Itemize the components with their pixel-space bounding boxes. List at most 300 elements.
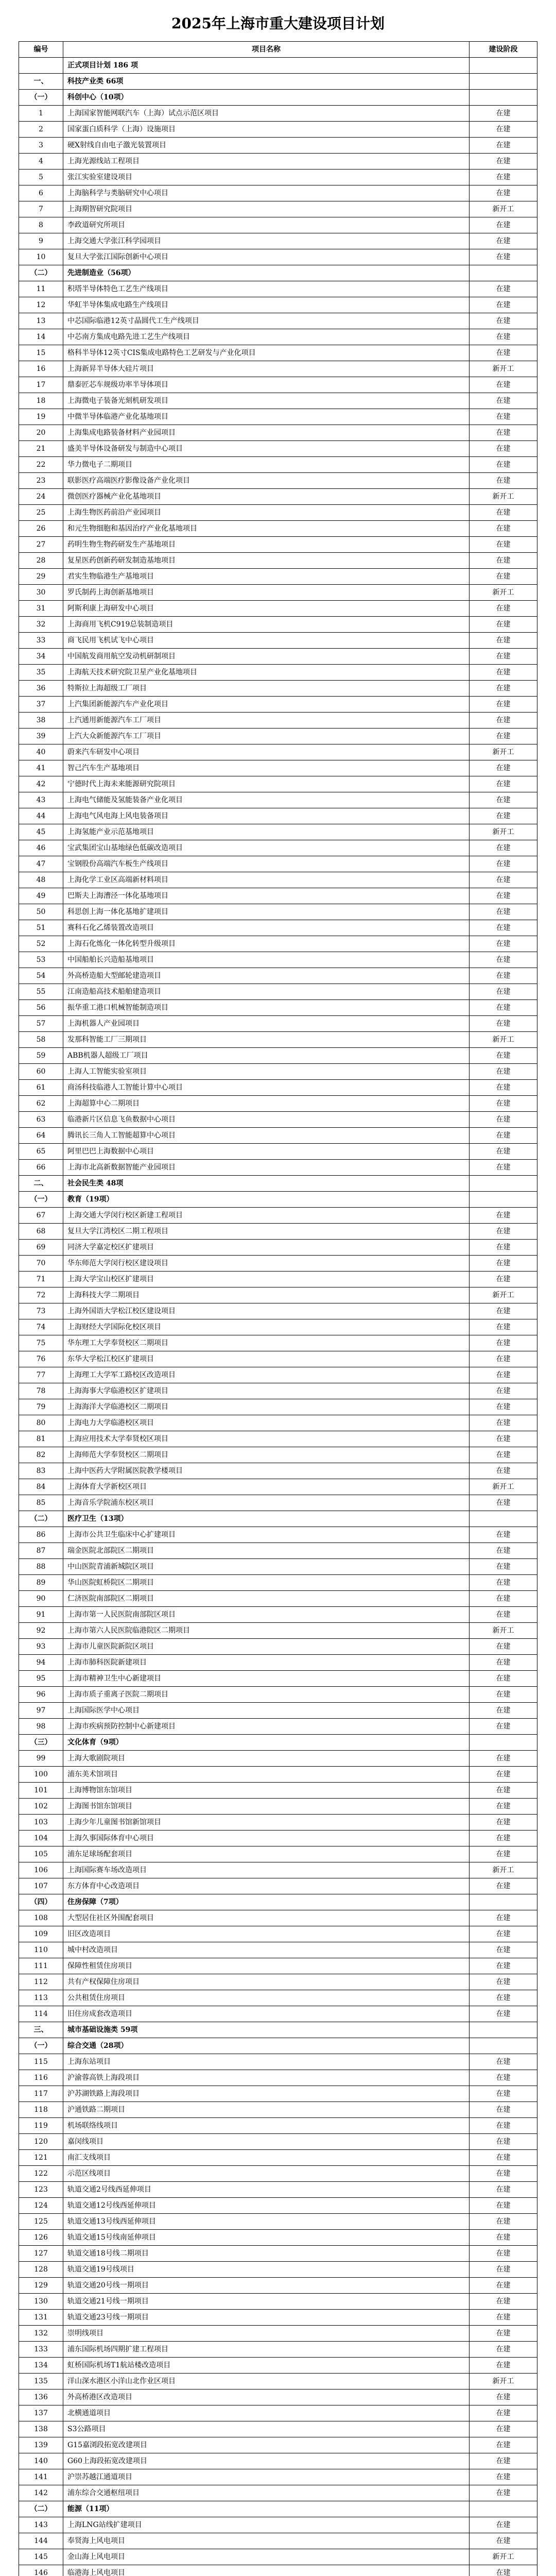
row-number: 114 — [19, 2006, 63, 2022]
table-row — [19, 2278, 537, 2294]
row-status: 在建 — [470, 1703, 537, 1719]
table-row — [19, 1399, 537, 1415]
table-row — [19, 2054, 537, 2070]
table-row — [19, 1974, 537, 1990]
row-number: 41 — [19, 760, 63, 776]
row-number: 102 — [19, 1799, 63, 1815]
row-project-name: 城市基础设施类 59项 — [63, 2022, 470, 2038]
row-project-name: 医疗卫生（13项） — [63, 1511, 470, 1527]
table-row — [19, 2485, 537, 2501]
row-project-name: 上海市第一人民医院南部院区项目 — [63, 1607, 470, 1623]
table-row — [19, 393, 537, 409]
row-status: 在建 — [470, 1799, 537, 1815]
row-project-name: 上海新昇半导体大硅片项目 — [63, 361, 470, 377]
row-number: 12 — [19, 297, 63, 313]
table-row — [19, 2214, 537, 2230]
table-row — [19, 409, 537, 425]
table-row — [19, 537, 537, 553]
row-status: 在建 — [470, 2326, 537, 2342]
section-row — [19, 1894, 537, 1910]
row-status: 在建 — [470, 1751, 537, 1767]
row-number: 80 — [19, 1415, 63, 1431]
row-number: 106 — [19, 1862, 63, 1878]
row-project-name: 上海少年儿童图书馆新馆项目 — [63, 1815, 470, 1831]
row-number: 24 — [19, 489, 63, 505]
row-number: 121 — [19, 2150, 63, 2166]
table-row — [19, 377, 537, 393]
header-number: 编号 — [19, 42, 63, 58]
row-project-name: 上海市质子重离子医院二期项目 — [63, 1687, 470, 1703]
table-row — [19, 1846, 537, 1862]
row-status: 在建 — [470, 633, 537, 649]
document-title: 2025年上海市重大建设项目计划 — [171, 15, 385, 32]
row-number: 67 — [19, 1208, 63, 1224]
table-row — [19, 2549, 537, 2565]
row-status: 在建 — [470, 249, 537, 265]
row-project-name: 轨道交通18号线二期项目 — [63, 2246, 470, 2262]
row-number: 135 — [19, 2374, 63, 2389]
row-status: 在建 — [470, 1048, 537, 1064]
table-row — [19, 185, 537, 201]
row-project-name: 文化体育（9项） — [63, 1735, 470, 1751]
row-project-name: 巴斯夫上海漕泾一体化基地项目 — [63, 888, 470, 904]
row-project-name: 北横通道项目 — [63, 2405, 470, 2421]
row-number: 9 — [19, 233, 63, 249]
row-number: 42 — [19, 776, 63, 792]
table-row — [19, 1112, 537, 1128]
table-row — [19, 1431, 537, 1447]
row-number: 71 — [19, 1272, 63, 1287]
table-row — [19, 1016, 537, 1032]
row-status: 在建 — [470, 409, 537, 425]
row-number: 23 — [19, 473, 63, 489]
table-row — [19, 2421, 537, 2437]
table-row — [19, 505, 537, 521]
table-row — [19, 665, 537, 681]
table-row — [19, 553, 537, 569]
row-number: 66 — [19, 1160, 63, 1176]
row-number: 56 — [19, 1000, 63, 1016]
table-row — [19, 1064, 537, 1080]
row-number: 138 — [19, 2421, 63, 2437]
row-status: 在建 — [470, 776, 537, 792]
row-number: 99 — [19, 1751, 63, 1767]
table-row — [19, 1144, 537, 1160]
row-project-name: 上海海事大学临港校区扩建项目 — [63, 1383, 470, 1399]
table-row — [19, 2565, 537, 2576]
row-status: 在建 — [470, 233, 537, 249]
row-project-name: 阿斯利康上海研发中心项目 — [63, 601, 470, 617]
row-status: 在建 — [470, 505, 537, 521]
row-project-name: 浦东国际机场四期扩建工程项目 — [63, 2342, 470, 2358]
row-project-name: 上汽大众新能源汽车工厂项目 — [63, 728, 470, 744]
table-row — [19, 713, 537, 728]
row-project-name: 上海师范大学奉贤校区二期项目 — [63, 1447, 470, 1463]
section-row — [19, 2022, 537, 2038]
row-project-name: 中山医院青浦新城院区项目 — [63, 1559, 470, 1575]
row-status — [470, 265, 537, 281]
row-number: 131 — [19, 2310, 63, 2326]
row-project-name: 城中村改造项目 — [63, 1942, 470, 1958]
header-project-name: 项目名称 — [63, 42, 470, 58]
row-status: 在建 — [470, 1351, 537, 1367]
row-number: 19 — [19, 409, 63, 425]
row-number: 4 — [19, 154, 63, 170]
table-row — [19, 2230, 537, 2246]
row-project-name: 上海国际医学中心项目 — [63, 1703, 470, 1719]
row-status: 在建 — [470, 2517, 537, 2533]
row-project-name: 复星医药创新药研发制造基地项目 — [63, 553, 470, 569]
row-project-name: 外高桥造船大型邮轮建造项目 — [63, 968, 470, 984]
row-project-name: 上海国际赛车场改造项目 — [63, 1862, 470, 1878]
row-status: 在建 — [470, 1878, 537, 1894]
row-number: 128 — [19, 2262, 63, 2278]
row-project-name: 上海博物馆东馆项目 — [63, 1783, 470, 1799]
row-number: （二） — [19, 2501, 63, 2517]
row-project-name: 保障性租赁住房项目 — [63, 1958, 470, 1974]
table-row — [19, 345, 537, 361]
table-row — [19, 361, 537, 377]
row-project-name: 能源（11项） — [63, 2501, 470, 2517]
table-row — [19, 1926, 537, 1942]
row-number: 53 — [19, 952, 63, 968]
row-status: 在建 — [470, 1399, 537, 1415]
row-project-name: 宁德时代上海未来能源研究院项目 — [63, 776, 470, 792]
row-number: 51 — [19, 920, 63, 936]
row-number: 16 — [19, 361, 63, 377]
row-project-name: 临港海上风电项目 — [63, 2565, 470, 2576]
row-project-name: 上海市疾病预防控制中心新建项目 — [63, 1719, 470, 1735]
table-row — [19, 1383, 537, 1399]
row-status: 在建 — [470, 1272, 537, 1287]
row-status: 新开工 — [470, 1623, 537, 1639]
row-number: （四） — [19, 1894, 63, 1910]
table-row — [19, 1815, 537, 1831]
row-number: 13 — [19, 313, 63, 329]
row-number: 115 — [19, 2054, 63, 2070]
row-project-name: 上海久事国际体育中心项目 — [63, 1831, 470, 1846]
row-project-name: 中国船舶长兴造船基地项目 — [63, 952, 470, 968]
row-status: 在建 — [470, 601, 537, 617]
row-status: 在建 — [470, 329, 537, 345]
row-project-name: 上海市儿童医院新院区项目 — [63, 1639, 470, 1655]
project-table — [19, 41, 537, 2576]
row-status: 在建 — [470, 952, 537, 968]
row-project-name: 上海光源线站工程项目 — [63, 154, 470, 170]
row-number: 20 — [19, 425, 63, 441]
row-number: 60 — [19, 1064, 63, 1080]
row-number: （一） — [19, 1192, 63, 1208]
table-row — [19, 1351, 537, 1367]
row-number: 58 — [19, 1032, 63, 1048]
section-row — [19, 58, 537, 74]
row-project-name: 轨道交通12号线西延伸项目 — [63, 2198, 470, 2214]
row-project-name: 上海集成电路装备材料产业园项目 — [63, 425, 470, 441]
row-project-name: 科思创上海一体化基地扩建项目 — [63, 904, 470, 920]
table-row — [19, 2262, 537, 2278]
row-number: 111 — [19, 1958, 63, 1974]
row-project-name: 上海LNG站线扩建项目 — [63, 2517, 470, 2533]
table-row — [19, 1160, 537, 1176]
row-project-name: 发那科智能工厂三期项目 — [63, 1032, 470, 1048]
row-status: 在建 — [470, 1064, 537, 1080]
row-status: 在建 — [470, 2102, 537, 2118]
table-row — [19, 2198, 537, 2214]
row-status: 在建 — [470, 2246, 537, 2262]
table-row — [19, 1096, 537, 1112]
row-project-name: 上海大学宝山校区扩建项目 — [63, 1272, 470, 1287]
row-project-name: 蔚来汽车研发中心项目 — [63, 744, 470, 760]
table-row — [19, 760, 537, 776]
table-row — [19, 2150, 537, 2166]
row-number: 54 — [19, 968, 63, 984]
row-status: 在建 — [470, 1096, 537, 1112]
row-status: 在建 — [470, 1655, 537, 1671]
row-status: 新开工 — [470, 1479, 537, 1495]
row-project-name: 上海海洋大学临港校区二期项目 — [63, 1399, 470, 1415]
row-status: 在建 — [470, 569, 537, 585]
row-number: （三） — [19, 1735, 63, 1751]
table-row — [19, 233, 537, 249]
row-status — [470, 1735, 537, 1751]
row-project-name: 崇明线项目 — [63, 2326, 470, 2342]
row-status: 在建 — [470, 154, 537, 170]
row-status: 在建 — [470, 2214, 537, 2230]
row-project-name: 公共租赁住房项目 — [63, 1990, 470, 2006]
table-row — [19, 649, 537, 665]
row-project-name: 药明生物生物药研发生产基地项目 — [63, 537, 470, 553]
row-number: 108 — [19, 1910, 63, 1926]
row-project-name: 沪崇苏越江通道项目 — [63, 2469, 470, 2485]
row-status: 在建 — [470, 1783, 537, 1799]
row-status — [470, 2038, 537, 2054]
table-row — [19, 297, 537, 313]
row-project-name: 大型居住社区外围配套项目 — [63, 1910, 470, 1926]
row-status: 在建 — [470, 1367, 537, 1383]
table-row — [19, 2533, 537, 2549]
row-number: 79 — [19, 1399, 63, 1415]
row-number: 30 — [19, 585, 63, 601]
table-row — [19, 1575, 537, 1591]
row-number: 40 — [19, 744, 63, 760]
row-project-name: 宝钢股份高端汽车板生产线项目 — [63, 856, 470, 872]
table-row — [19, 2517, 537, 2533]
row-status: 在建 — [470, 377, 537, 393]
row-status: 在建 — [470, 936, 537, 952]
row-status: 在建 — [470, 297, 537, 313]
row-status: 在建 — [470, 665, 537, 681]
row-project-name: 瑞金医院北部院区二期项目 — [63, 1543, 470, 1559]
row-status: 在建 — [470, 1719, 537, 1735]
table-row — [19, 489, 537, 505]
row-number: 50 — [19, 904, 63, 920]
table-row — [19, 1272, 537, 1287]
row-status: 在建 — [470, 393, 537, 409]
row-status: 在建 — [470, 1303, 537, 1319]
row-number: 29 — [19, 569, 63, 585]
row-project-name: 轨道交通13号线西延伸项目 — [63, 2214, 470, 2230]
row-status: 在建 — [470, 728, 537, 744]
row-number: 95 — [19, 1671, 63, 1687]
row-number: 101 — [19, 1783, 63, 1799]
row-status: 在建 — [470, 1208, 537, 1224]
row-project-name: 格科半导体12英寸CIS集成电路特色工艺研发与产业化项目 — [63, 345, 470, 361]
table-row — [19, 1367, 537, 1383]
row-number: 127 — [19, 2246, 63, 2262]
row-project-name: 奉贤海上风电项目 — [63, 2533, 470, 2549]
row-project-name: 上海电力大学临港校区项目 — [63, 1415, 470, 1431]
row-number: 5 — [19, 170, 63, 185]
row-status: 在建 — [470, 617, 537, 633]
row-number: 26 — [19, 521, 63, 537]
table-row — [19, 1751, 537, 1767]
row-status: 在建 — [470, 1639, 537, 1655]
row-project-name: 盛美半导体设备研发与制造中心项目 — [63, 441, 470, 457]
row-project-name: 商飞民用飞机试飞中心项目 — [63, 633, 470, 649]
table-row — [19, 1527, 537, 1543]
row-status: 新开工 — [470, 585, 537, 601]
row-project-name: 上海期智研究院项目 — [63, 201, 470, 217]
table-row — [19, 170, 537, 185]
table-row — [19, 2310, 537, 2326]
row-number: 8 — [19, 217, 63, 233]
row-number: 92 — [19, 1623, 63, 1639]
row-status: 在建 — [470, 537, 537, 553]
row-status: 在建 — [470, 1846, 537, 1862]
row-project-name: 示范区线项目 — [63, 2166, 470, 2182]
row-project-name: 轨道交通2号线西延伸项目 — [63, 2182, 470, 2198]
table-row — [19, 569, 537, 585]
row-project-name: 机场联络线项目 — [63, 2118, 470, 2134]
table-row — [19, 138, 537, 154]
row-status: 在建 — [470, 1415, 537, 1431]
row-status — [470, 90, 537, 106]
row-status: 在建 — [470, 1607, 537, 1623]
table-row — [19, 1862, 537, 1878]
row-status: 在建 — [470, 2421, 537, 2437]
row-project-name: 华虹半导体集成电路生产线项目 — [63, 297, 470, 313]
row-number: 94 — [19, 1655, 63, 1671]
row-project-name: 上海体育大学新校区项目 — [63, 1479, 470, 1495]
row-status: 新开工 — [470, 1287, 537, 1303]
row-status: 在建 — [470, 1767, 537, 1783]
row-project-name: 上海市肺科医院新建项目 — [63, 1655, 470, 1671]
row-number: 129 — [19, 2278, 63, 2294]
table-row — [19, 1831, 537, 1846]
row-project-name: 宝武集团宝山基地绿色低碳改造项目 — [63, 840, 470, 856]
row-project-name: 上海市精神卫生中心新建项目 — [63, 1671, 470, 1687]
row-status: 新开工 — [470, 2549, 537, 2565]
row-number: 47 — [19, 856, 63, 872]
table-row — [19, 1687, 537, 1703]
table-row — [19, 441, 537, 457]
row-number: 68 — [19, 1224, 63, 1240]
row-status: 在建 — [470, 792, 537, 808]
row-project-name: 中微半导体临港产业化基地项目 — [63, 409, 470, 425]
table-row — [19, 1783, 537, 1799]
row-project-name: 智己汽车生产基地项目 — [63, 760, 470, 776]
row-number: 11 — [19, 281, 63, 297]
row-status: 新开工 — [470, 2374, 537, 2389]
row-status: 在建 — [470, 968, 537, 984]
row-status: 在建 — [470, 888, 537, 904]
row-status: 在建 — [470, 856, 537, 872]
row-status: 在建 — [470, 1112, 537, 1128]
row-status: 在建 — [470, 1080, 537, 1096]
table-row — [19, 217, 537, 233]
table-row — [19, 1767, 537, 1783]
row-number: 82 — [19, 1447, 63, 1463]
row-status: 在建 — [470, 345, 537, 361]
row-status: 在建 — [470, 649, 537, 665]
row-status: 在建 — [470, 697, 537, 713]
table-row — [19, 1415, 537, 1431]
row-project-name: 李政道研究所项目 — [63, 217, 470, 233]
row-project-name: 同济大学嘉定校区扩建项目 — [63, 1240, 470, 1256]
row-project-name: 教育（19项） — [63, 1192, 470, 1208]
row-project-name: 腾讯长三角人工智能超算中心项目 — [63, 1128, 470, 1144]
row-number: 25 — [19, 505, 63, 521]
row-number: 122 — [19, 2166, 63, 2182]
table-row — [19, 728, 537, 744]
row-project-name: 联影医疗高端医疗影像设备产业化项目 — [63, 473, 470, 489]
row-number: 87 — [19, 1543, 63, 1559]
row-project-name: 上海航天技术研究院卫星产业化基地项目 — [63, 665, 470, 681]
row-status: 在建 — [470, 2469, 537, 2485]
row-project-name: 上汽通用新能源汽车工厂项目 — [63, 713, 470, 728]
row-number: （二） — [19, 265, 63, 281]
row-number: 二、 — [19, 1176, 63, 1192]
row-status: 在建 — [470, 1831, 537, 1846]
row-number: 36 — [19, 681, 63, 697]
row-status: 在建 — [470, 1910, 537, 1926]
row-project-name: 沪苏湖铁路上海段项目 — [63, 2086, 470, 2102]
table-row — [19, 1048, 537, 1064]
row-number: 91 — [19, 1607, 63, 1623]
table-row — [19, 1878, 537, 1894]
row-number: 45 — [19, 824, 63, 840]
row-project-name: 上海东站项目 — [63, 2054, 470, 2070]
row-project-name: 振华重工港口机械智能制造项目 — [63, 1000, 470, 1016]
row-project-name: 社会民生类 48项 — [63, 1176, 470, 1192]
row-status: 在建 — [470, 1319, 537, 1335]
row-number: 7 — [19, 201, 63, 217]
table-row — [19, 1335, 537, 1351]
row-project-name: 上海生物医药前沿产业园项目 — [63, 505, 470, 521]
row-project-name: 上海市北高新数据智能产业园项目 — [63, 1160, 470, 1176]
row-project-name: 复旦大学张江国际创新中心项目 — [63, 249, 470, 265]
row-project-name: 上海科技大学二期项目 — [63, 1287, 470, 1303]
row-status: 在建 — [470, 1383, 537, 1399]
table-row — [19, 1799, 537, 1815]
table-row — [19, 585, 537, 601]
row-number: 126 — [19, 2230, 63, 2246]
row-project-name: 仁济医院南部院区二期项目 — [63, 1591, 470, 1607]
table-row — [19, 1910, 537, 1926]
row-number: 72 — [19, 1287, 63, 1303]
row-status — [470, 1192, 537, 1208]
row-number: 78 — [19, 1383, 63, 1399]
row-status — [470, 1511, 537, 1527]
row-number: 113 — [19, 1990, 63, 2006]
row-status: 在建 — [470, 1495, 537, 1511]
section-row — [19, 265, 537, 281]
table-row — [19, 521, 537, 537]
row-number: 109 — [19, 1926, 63, 1942]
table-row — [19, 1128, 537, 1144]
row-status: 在建 — [470, 1463, 537, 1479]
row-status: 在建 — [470, 2310, 537, 2326]
